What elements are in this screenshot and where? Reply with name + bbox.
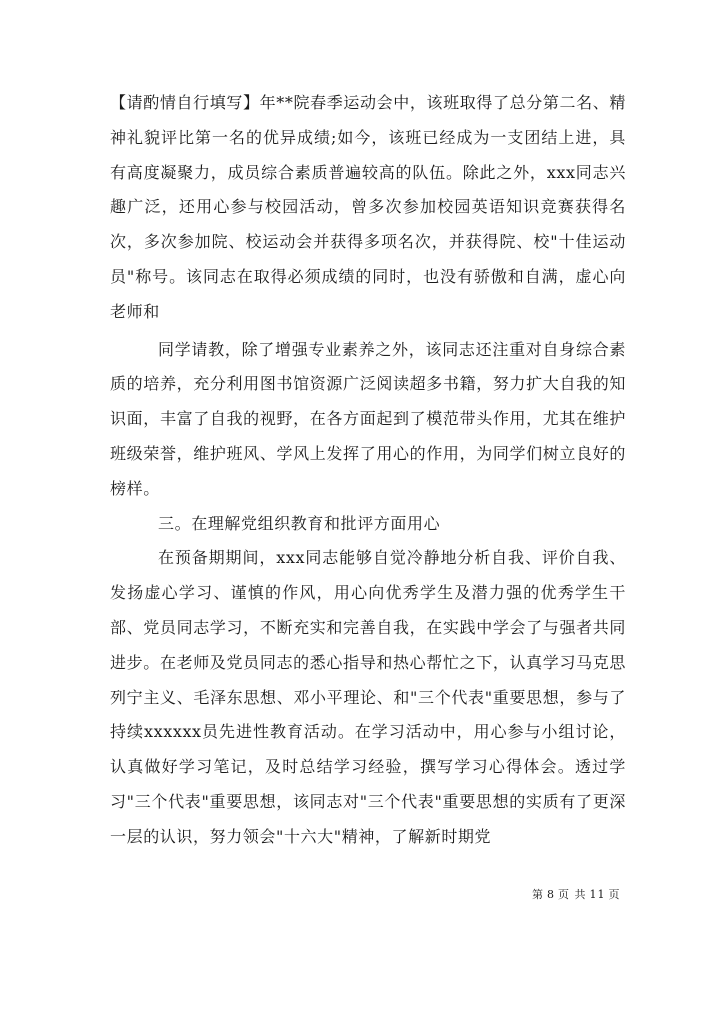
paragraph-sports-achievements: 【请酌情自行填写】年**院春季运动会中，该班取得了总分第二名、精神礼貌评比第一名的优异成绩;如今，该班已经成为一支团结上进，具有高度凝聚力，成员综合素质普遍较高的队伍。除此之外，xxx同志兴趣广泛，还用心参与校园活动，曾多次参加校园英语知识竞赛获得名次，多次参加院、校运动会并获得多项名次，并获得院、校"十佳运动员"称号。该同志在取得必须成绩的同时，也没有骄傲和自满，虚心向老师和 [110,93,626,321]
section-heading-party-education: 三。在理解党组织教育和批评方面用心 [158,513,441,533]
page-label-mid: 页 共 [558,888,587,901]
page-footer [532,886,624,902]
paragraph-self-improvement: 同学请教，除了增强专业素养之外，该同志还注重对自身综合素质的培养，充分利用图书馆资源广泛阅读超多书籍，努力扩大自我的知识面，丰富了自我的视野，在各方面起到了模范带头作用，尤其在维护班级荣誉，维护班风、学风上发挥了用心的作用，为同学们树立良好的榜样。 [110,339,626,498]
page-label-prefix: 第 [532,888,544,901]
page-number: 8 [547,888,555,901]
page-label-suffix: 页 [608,888,621,901]
paragraph-probation-period: 在预备期期间，xxx同志能够自觉冷静地分析自我、评价自我、发扬虚心学习、谨慎的作风，用心向优秀学生及潜力强的优秀学生干部、党员同志学习，不断充实和完善自我，在实践中学会了与强者共同进步。在老师及党员同志的悉心指导和热心帮忙之下，认真学习马克思列宁主义、毛泽东思想、邓小平理论、和"三个代表"重要思想，参与了持续xxxxxx员先进性教育活动。在学习活动中，用心参与小组讨论，认真做好学习笔记，及时总结学习经验，撰写学习心得体会。透过学习"三个代表"重要思想，该同志对"三个代表"重要思想的实质有了更深一层的认识，努力领会"十六大"精神，了解新时期党 [110,548,626,846]
total-pages: 11 [589,888,606,901]
document-body [110,86,626,855]
